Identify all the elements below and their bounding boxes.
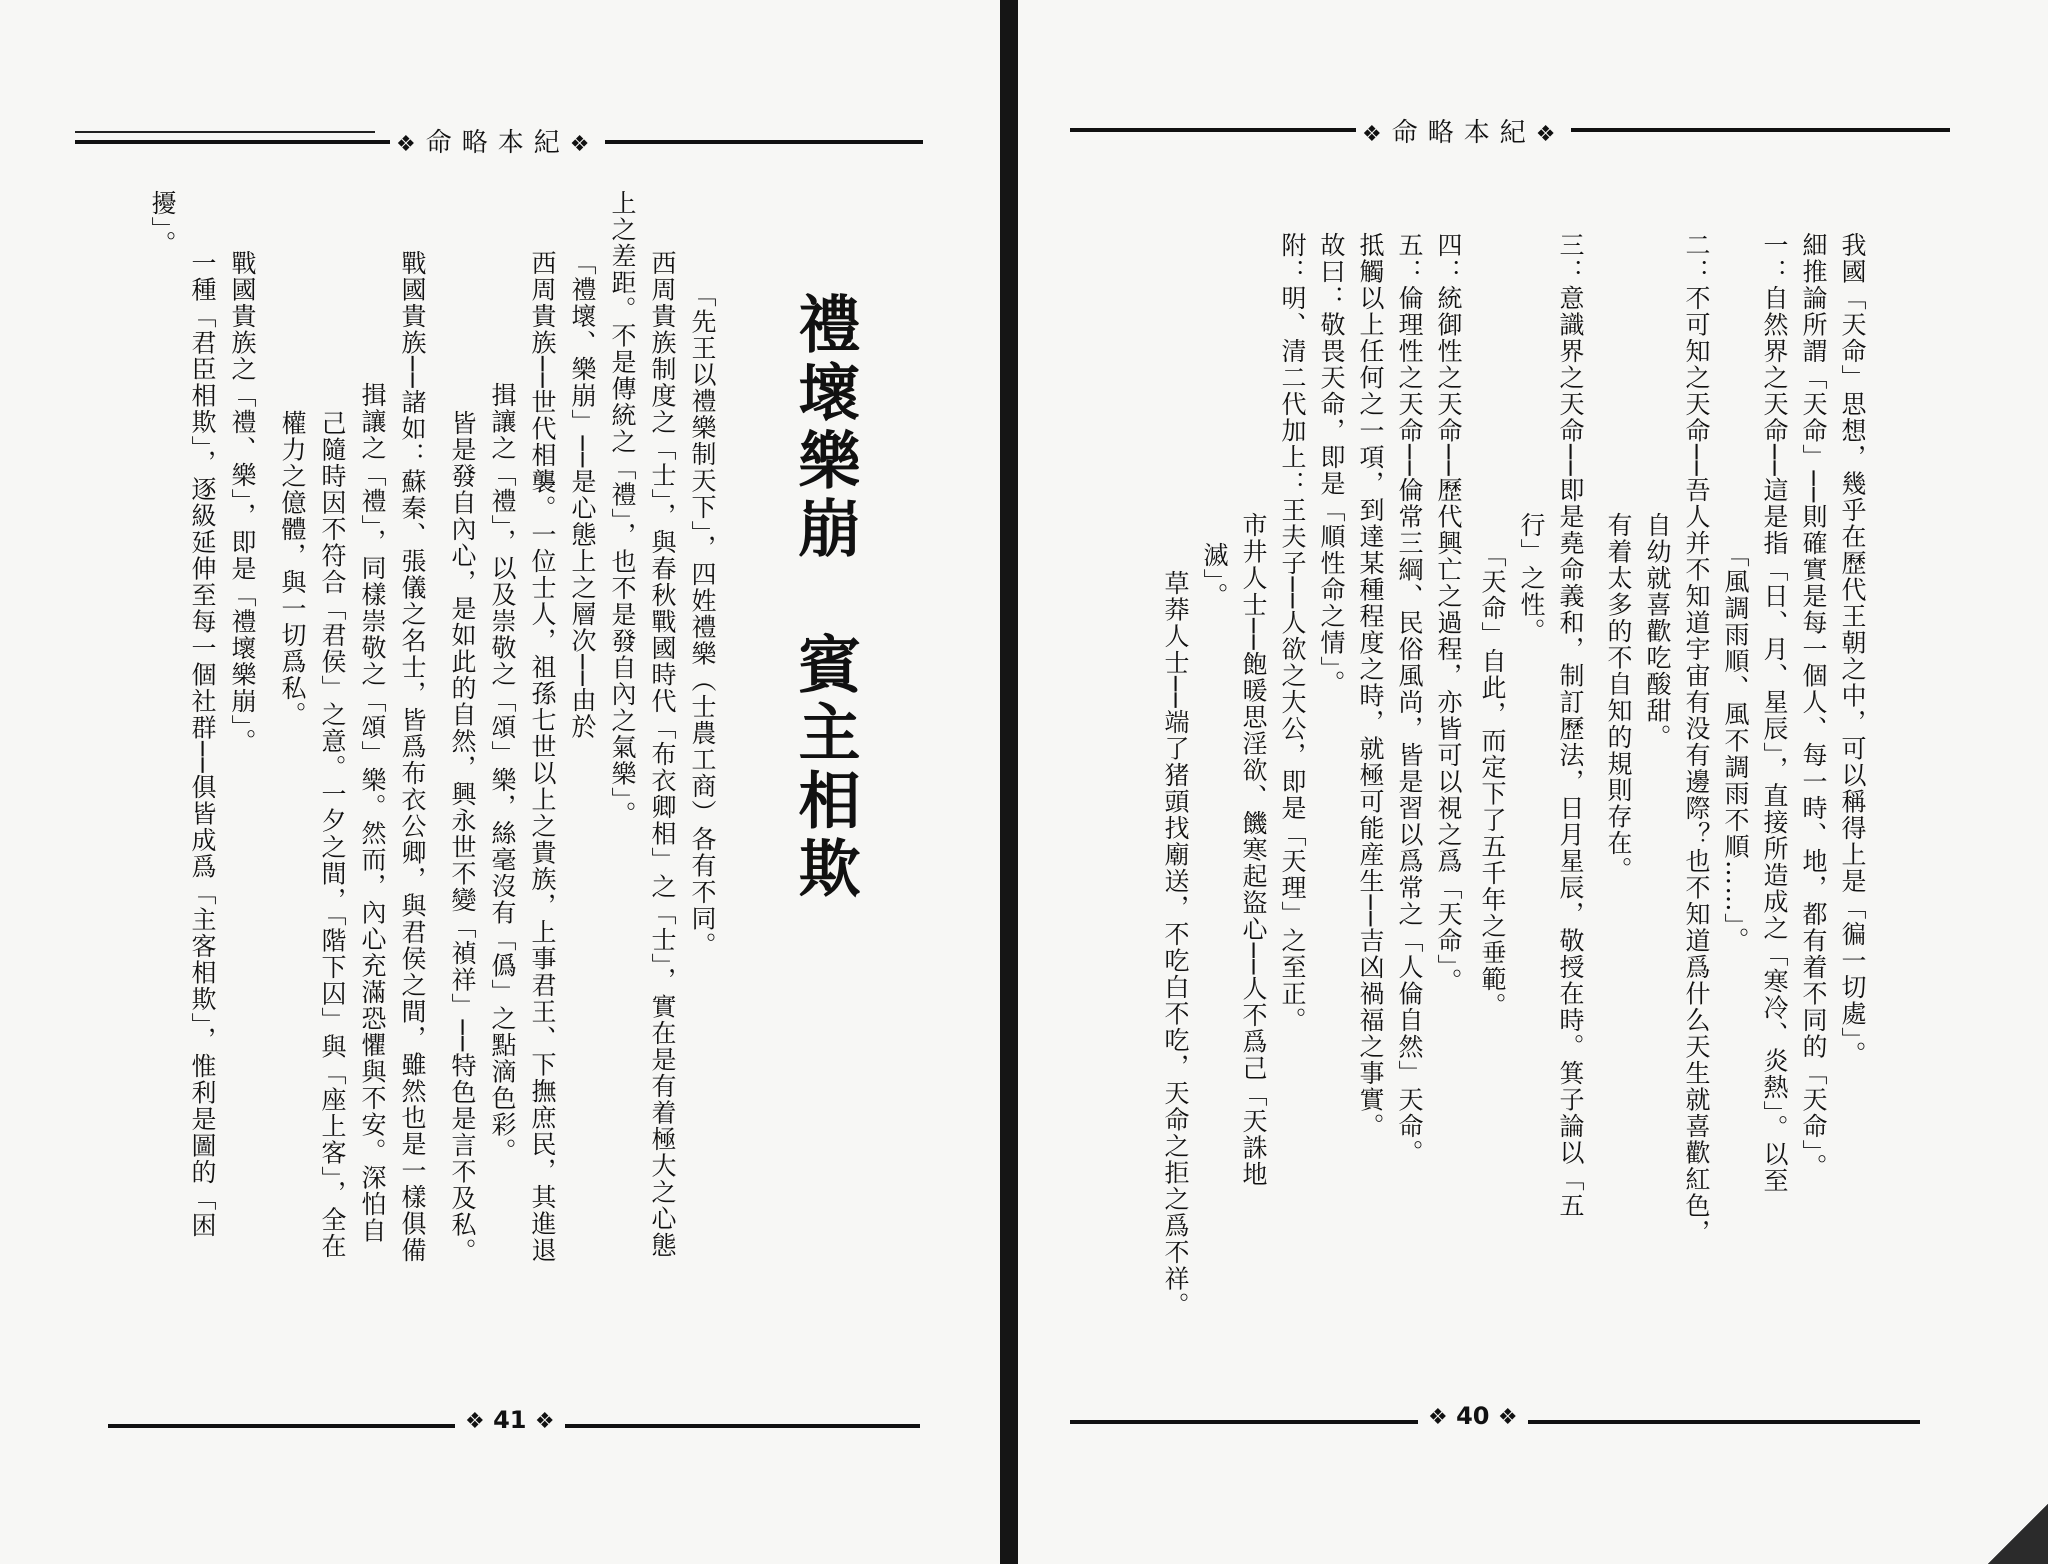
text-line: 己隨時因不符合「君侯」之意。一夕之間，「階下囚」與「座上客」，全在 (318, 410, 347, 1260)
text-line: 三：意識界之天命──即是堯命義和，制訂歷法，日月星辰，敬授在時。箕子論以「五 (1556, 232, 1585, 1220)
ornament-icon: ❖ (1362, 122, 1392, 147)
text-line: 故曰：敬畏天命，即是「順性命之情」。 (1317, 232, 1346, 697)
running-header-text: 命略本紀 (1391, 118, 1536, 148)
ornament-icon: ❖ (1497, 1405, 1518, 1430)
text-line: 抵觸以上任何之一項，到達某種程度之時，就極可能産生──吉凶禍福之事實。 (1356, 232, 1385, 1140)
ornament-icon: ❖ (569, 132, 600, 157)
text-line: 西周貴族──世代相襲。一位士人，祖孫七世以上之貴族，上事君王、下撫庶民，其進退 (528, 250, 557, 1264)
text-line: 戰國貴族──諸如：蘇秦、張儀之名士，皆爲布衣公卿，與君侯之間，雖然也是一樣俱備 (398, 250, 427, 1264)
text-line: 二：不可知之天命──吾人并不知道宇宙有没有邊際？也不知道爲什么天生就喜歡紅色， (1682, 232, 1711, 1246)
text-line: 「天命」自此，而定下了五千年之垂範。 (1478, 542, 1507, 1019)
text-line: 五：倫理性之天命──倫常三綱、民俗風尚，皆是習以爲常之「人倫自然」天命。 (1395, 232, 1424, 1167)
text-line: 自幼就喜歡吃酸甜。 (1643, 512, 1672, 751)
page-corner-shadow (1988, 1504, 2048, 1564)
book-gutter (1000, 0, 1018, 1564)
text-line: 「先王以禮樂制天下」，四姓禮樂（士農工商）各有不同。 (688, 282, 717, 959)
ornament-icon: ❖ (396, 132, 426, 157)
text-line: 戰國貴族之「禮、樂」，即是「禮壞樂崩」。 (228, 250, 257, 755)
text-line: 擾」。 (148, 190, 177, 257)
text-line: 四：統御性之天命──歷代興亡之過程，亦皆可以視之爲「天命」。 (1434, 232, 1463, 995)
text-line: 皆是發自內心，是如此的自然，興永世不變「禎祥」──特色是言不及私。 (448, 410, 477, 1265)
text-line: 揖讓之「禮」，以及崇敬之「頌」樂，絲毫沒有「僞」之點滴色彩。 (488, 382, 517, 1165)
text-line: 西周貴族制度之「士」，與春秋戰國時代「布衣卿相」之「士」，實在是有着極大之心態 (648, 250, 677, 1259)
text-line: 「禮壞、樂崩」──是心態上之層次──由於 (568, 250, 597, 741)
running-header (390, 122, 605, 159)
text-line: 滅」。 (1200, 542, 1229, 609)
ornament-icon: ❖ (465, 1409, 485, 1434)
running-header-text: 命略本紀 (425, 128, 570, 158)
text-line: 上之差距。不是傳統之「禮」，也不是發自內之氣樂」。 (608, 190, 637, 828)
text-line: 一種「君臣相欺」，逐級延伸至每一個社群──俱皆成爲「主客相欺」，惟利是圖的「困 (188, 250, 217, 1239)
page-number-text: 41 (493, 1406, 527, 1434)
text-line: 有着太多的不自知的規則存在。 (1604, 512, 1633, 883)
text-line: 市井人士──飽暖思淫欲、饑寒起盜心──人不爲己「天誅地 (1239, 512, 1268, 1188)
ornament-icon: ❖ (534, 1409, 555, 1434)
text-line: 權力之億體，與一切爲私。 (278, 410, 307, 728)
text-line: 「風調雨順、風不調雨不順……」。 (1721, 542, 1750, 954)
page-number-41 (455, 1406, 565, 1434)
text-line: 草莽人士──端了猪頭找廟送，不吃白不吃，天命之拒之爲不祥。 (1161, 570, 1190, 1319)
page-number-text: 40 (1456, 1402, 1490, 1430)
text-line: 行」之性。 (1517, 512, 1546, 645)
page-number-40 (1418, 1402, 1528, 1430)
text-line: 揖讓之「禮」，同樣崇敬之「頌」樂。然而，內心充滿恐懼與不安。深怕自 (358, 382, 387, 1244)
text-line: 我國「天命」思想，幾乎在歷代王朝之中，可以稱得上是「徧一切處」。 (1838, 232, 1867, 1068)
ornament-icon: ❖ (1428, 1405, 1448, 1430)
chapter-title: 禮壞樂崩 賓主相欺 (788, 292, 861, 904)
running-header (1356, 112, 1571, 149)
right-page (1018, 0, 2048, 1564)
left-page (0, 0, 1000, 1564)
text-line: 一：自然界之天命──這是指「日、月、星辰」，直接所造成之「寒冷、炎熱」。以至 (1760, 232, 1789, 1195)
text-line: 附：明、清二代加上：王夫子──人欲之大公，即是「天理」之至正。 (1278, 232, 1307, 1034)
header-rule-thin (75, 131, 375, 133)
text-line: 細推論所謂「天命」──則確實是每一個人、每一時、地，都有着不同的「天命」。 (1799, 232, 1828, 1181)
ornament-icon: ❖ (1535, 122, 1566, 147)
